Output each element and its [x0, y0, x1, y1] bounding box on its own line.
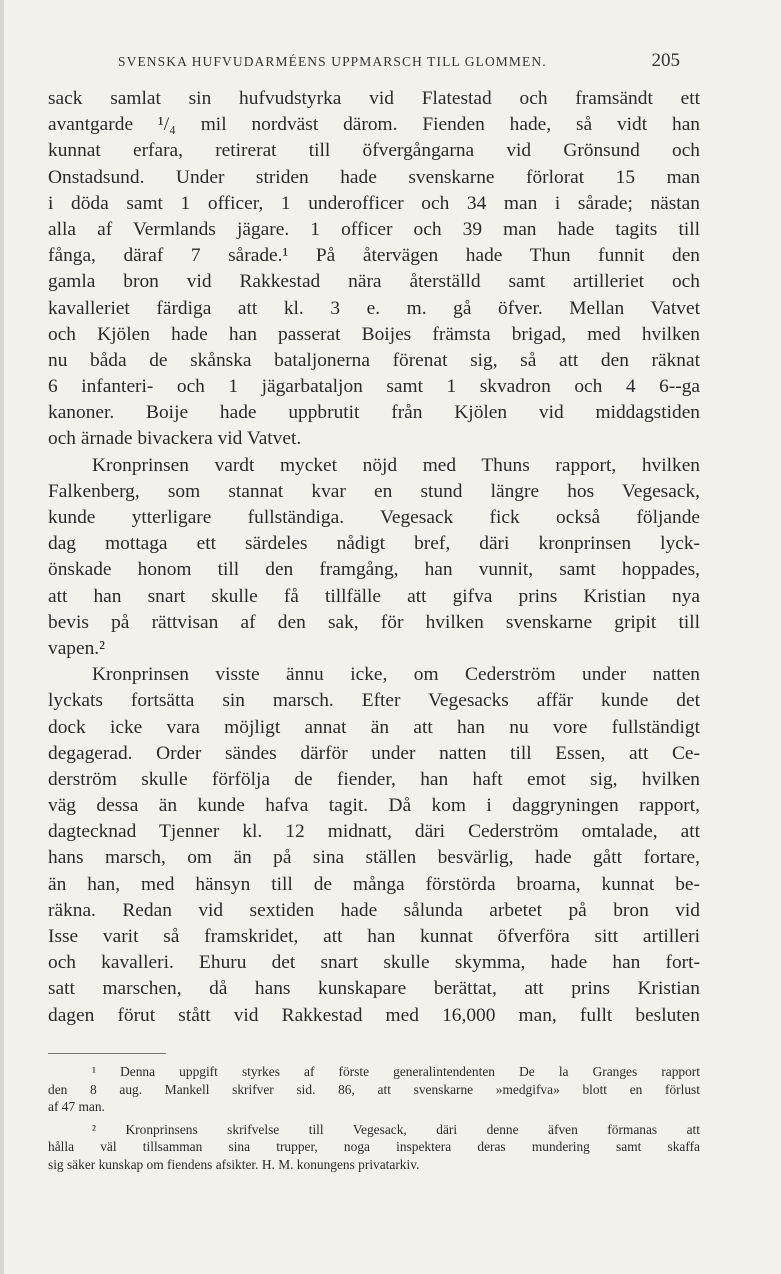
text-line: och kavalleri. Ehuru det snart skulle skymma, hade han fort- — [48, 952, 700, 974]
footnote-line: af 47 man. — [48, 1099, 105, 1114]
footnotes — [48, 1063, 700, 1173]
text-line: vapen.² — [48, 637, 105, 659]
footnote-line: sig säker kunskap om fiendens afsikter. H. M. konungens privatarkiv. — [48, 1156, 420, 1172]
footnote-line: hålla väl tillsamman sina trupper, noga inspektera deras mundering samt skaffa — [48, 1139, 700, 1154]
footnote-line: ² Kronprinsens skrifvelse till Vegesack, däri denne äfven förmanas att — [92, 1121, 700, 1137]
text-line: än han, med hänsyn till de många förstörda broarna, kunnat be- — [48, 873, 700, 895]
text-line: dagen förut stått vid Rakkestad med 16,000 man, fullt besluten — [48, 1004, 700, 1026]
page-number: 205 — [651, 50, 680, 71]
text-line: fånga, däraf 7 sårade.¹ På återvägen hade Thun funnit den — [48, 245, 700, 267]
text-line: kunde ytterligare fullständiga. Vegesack fick också följande — [48, 507, 700, 528]
page-header — [118, 50, 680, 74]
text-line: kunnat erfara, retirerat till öfvergångarna vid Grönsund och — [48, 140, 700, 162]
text-line: i döda samt 1 officer, 1 underofficer och 34 man i sårade; nästan — [48, 192, 700, 214]
text-line: avantgarde ¹/₄ mil nordväst därom. Fienden hade, så vidt han — [48, 114, 700, 136]
text-line: kavalleriet färdiga att kl. 3 e. m. gå öfver. Mellan Vatvet — [48, 297, 700, 319]
text-line: gamla bron vid Rakkestad nära återställd samt artilleriet och — [48, 271, 700, 293]
text-line: dag mottaga ett särdeles nådigt bref, däri kronprinsen lyck- — [48, 533, 700, 555]
text-line: nu båda de skånska bataljonerna förenat sig, så att den räknat — [48, 349, 700, 371]
text-line: dagtecknad Tjenner kl. 12 midnatt, däri Cederström omtalade, att — [48, 821, 700, 843]
text-line: degagerad. Order sändes därför under natten till Essen, att Ce- — [48, 742, 700, 764]
text-line: sack samlat sin hufvudstyrka vid Flatestad och framsändt ett — [48, 88, 700, 109]
text-line: Isse varit så framskridet, att han kunnat öfverföra sitt artilleri — [48, 926, 700, 947]
text-line: Kronprinsen visste ännu icke, om Cederström under natten — [92, 664, 700, 686]
text-line: 6 infanteri- och 1 jägarbataljon samt 1 skvadron och 4 6-‑ga — [48, 376, 700, 398]
text-line: räkna. Redan vid sextiden hade sålunda arbetet på bron vid — [48, 899, 700, 921]
text-line: Onstadsund. Under striden hade svenskarne förlorat 15 man — [48, 166, 700, 188]
footnote-line: ¹ Denna uppgift styrkes af förste generalintendenten De la Granges rapport — [92, 1064, 700, 1079]
text-line: kanoner. Boije hade uppbrutit från Kjölen vid middagstiden — [48, 402, 700, 424]
text-line: och ärnade bivackera vid Vatvet. — [48, 428, 302, 450]
text-line: önskade honom till den framgång, han vunnit, samt hoppades, — [48, 559, 700, 581]
text-line: väg dessa än kunde hafva tagit. Då kom i daggryningen rapport, — [48, 795, 700, 817]
page-edge — [0, 0, 4, 1274]
text-line: derström skulle förfölja de fiender, han haft emot sig, hvilken — [48, 768, 700, 790]
text-line: satt marschen, då hans kunskapare berättat, att prins Kristian — [48, 978, 700, 1000]
text-line: Kronprinsen vardt mycket nöjd med Thuns rapport, hvilken — [92, 454, 700, 476]
running-title: SVENSKA HUFVUDARMÉENS UPPMARSCH TILL GLOMMEN. — [118, 54, 547, 69]
text-line: hans marsch, om än på sina ställen besvärlig, hade gått fortare, — [48, 847, 700, 869]
body-text — [48, 86, 700, 1029]
text-line: och Kjölen hade han passerat Boijes främsta brigad, med hvilken — [48, 323, 700, 345]
text-line: dock icke vara möjligt annat än att han nu vore fullständigt — [48, 716, 700, 738]
footnote-line: den 8 aug. Mankell skrifver sid. 86, att svenskarne »medgifva» blott en förlust — [48, 1081, 700, 1097]
text-line: att han snart skulle få tillfälle att gifva prins Kristian nya — [48, 585, 700, 607]
text-line: bevis på rättvisan af den sak, för hvilken svenskarne gripit till — [48, 611, 700, 633]
footnote-divider — [48, 1053, 166, 1054]
text-line: Falkenberg, som stannat kvar en stund längre hos Vegesack, — [48, 480, 700, 502]
text-line: lyckats fortsätta sin marsch. Efter Vegesacks affär kunde det — [48, 690, 700, 712]
text-line: alla af Vermlands jägare. 1 officer och 39 man hade tagits till — [48, 218, 700, 240]
